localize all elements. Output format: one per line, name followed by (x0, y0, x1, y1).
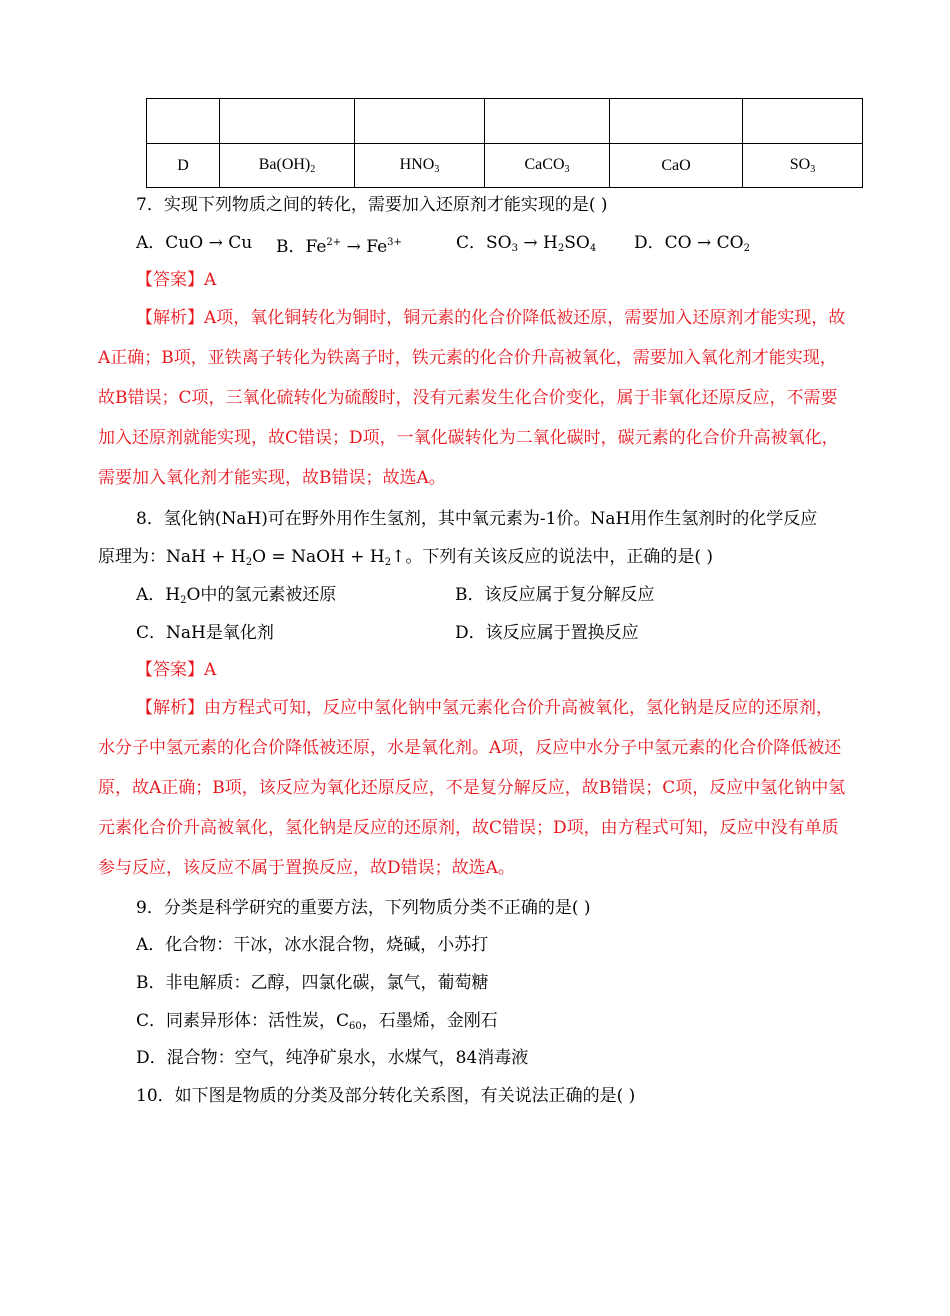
table-cell (220, 99, 355, 144)
table-row-d (147, 144, 863, 188)
q7-stem: 7．实现下列物质之间的转化，需要加入还原剂才能实现的是( ) (136, 195, 608, 215)
table-cell-caco3: CaCO$_3$ (485, 144, 610, 188)
q9-option-d: D．混合物：空气，纯净矿泉水，水煤气，84消毒液 (136, 1048, 529, 1068)
table-cell (743, 99, 863, 144)
table-cell-label: D (147, 144, 220, 188)
q7-analysis: 【解析】A项，氧化铜转化为铜时，铜元素的化合价降低被还原，需要加入还原剂才能实现，故A正确；B项，亚铁离子转化为铁离子时，铁元素的化合价升高被氧化，需要加入氧化剂才能实现，故B错误；C项，三氧化硫转化为硫酸时，没有元素发生化合价变化，属于非氧化还原反应，不需要加入还原剂就能实现，故C错误；D项，一氧化碳转化为二氧化碳时，碳元素的化合价升高被氧化，需要加入氧化剂才能实现，故B错误；故选A。 (98, 308, 846, 488)
q7-answer: 【答案】A (136, 270, 217, 290)
q8-analysis: 【解析】由方程式可知，反应中氢化钠中氢元素化合价升高被氧化，氢化钠是反应的还原剂，水分子中氢元素的化合价降低被还原，水是氧化剂。A项，反应中水分子中氢元素的化合价降低被还原，故A正确；B项，该反应为氧化还原反应，不是复分解反应，故B错误；C项，反应中氢化钠中氢元素化合价升高被氧化，氢化钠是反应的还原剂，故C错误；D项，由方程式可知，反应中没有单质参与反应，该反应不属于置换反应，故D错误；故选A。 (98, 698, 846, 878)
q7-option-c: C．$SO_3 \to H_2SO_4$ (456, 233, 597, 254)
q9-option-c: C．同素异形体：活性炭，$C_{60}$，石墨烯，金刚石 (136, 1011, 498, 1032)
q8-stem-line1: 8．氢化钠(NaH)可在野外用作生氢剂，其中氧元素为-1价。NaH用作生氢剂时的化学反应 (136, 509, 818, 529)
q9-stem: 9．分类是科学研究的重要方法，下列物质分类不正确的是( ) (136, 898, 591, 918)
table-cell-hno3: $HNO_3$ (355, 144, 485, 188)
table-cell (485, 99, 610, 144)
table-cell (147, 99, 220, 144)
q7-option-d: D．CO → $CO_2$ (634, 233, 750, 254)
table-cell-baoh2: $Ba(OH)_2$ (220, 144, 355, 188)
q8-option-c: C．NaH是氧化剂 (136, 623, 274, 643)
q7-option-a: A．CuO → Cu (136, 233, 253, 253)
q8-option-d: D．该反应属于置换反应 (455, 623, 639, 643)
q8-option-b: B．该反应属于复分解反应 (455, 585, 655, 605)
table-cell (355, 99, 485, 144)
q10-stem: 10．如下图是物质的分类及部分转化关系图，有关说法正确的是( ) (136, 1086, 636, 1106)
q9-option-b: B．非电解质：乙醇，四氯化碳，氯气，葡萄糖 (136, 973, 489, 993)
table-row-empty (147, 99, 863, 144)
table-cell-cao: CaO (610, 144, 743, 188)
options-table (146, 98, 863, 188)
table-cell-so3: $SO_3$ (743, 144, 863, 188)
q8-option-a: A．$H_2O$中的氢元素被还原 (136, 585, 337, 606)
q8-answer: 【答案】A (136, 660, 217, 680)
table-cell (610, 99, 743, 144)
q9-option-a: A．化合物：干冰，冰水混合物，烧碱，小苏打 (136, 935, 489, 955)
q8-stem-line2: 原理为：NaH + $H_2O$ = NaOH + $H_2↑$。下列有关该反应的说法中，正确的是( ) (98, 547, 714, 568)
q7-option-b: B．$Fe^{2+} \to Fe^{3+}$ (276, 237, 402, 257)
